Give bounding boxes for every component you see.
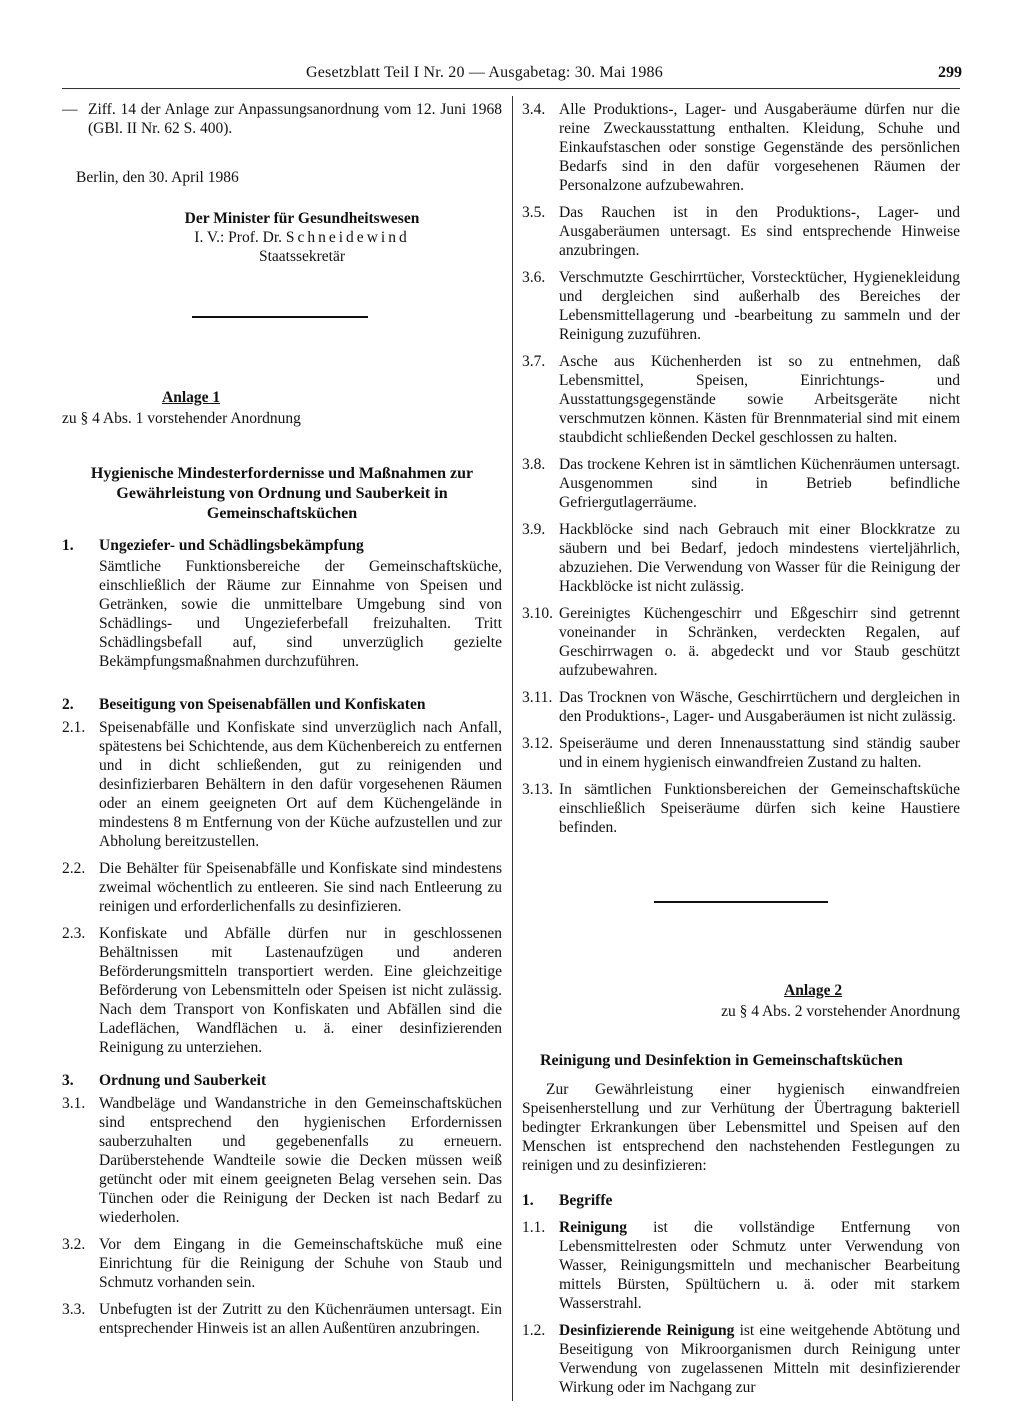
item-text: Speiseräume und deren Innenausstattung sind ständig sauber und in einem hygienisch einwandfreien Zustand zu halten. xyxy=(559,735,960,771)
item-3-9 xyxy=(522,520,960,596)
def-1-2 xyxy=(522,1321,960,1397)
begriffe-title: Begriffe xyxy=(559,1192,613,1209)
ziff-text: Ziff. 14 der Anlage zur Anpassungsanordnung vom 12. Juni 1968 (GBl. II Nr. 62 S. 400). xyxy=(88,101,502,137)
item-3-8 xyxy=(522,455,960,512)
item-text: Wandbeläge und Wandanstriche in den Gemeinschaftsküchen sind entsprechend den hygienischen Erfordernissen sauberzuhalten und gegebenenfalls zu erneuern. Darüberstehende Wandteile sowie die Decken müssen weiß getüncht oder mit einem geeigneten Belag versehen sein. Das Tünchen oder die Reinigung der Decken ist nach Bedarf zu wiederholen. xyxy=(99,1095,502,1226)
anlage1-ref: zu § 4 Abs. 1 vorstehender Anordnung xyxy=(62,410,301,427)
right-column xyxy=(522,100,960,1397)
section-3-number: 3. xyxy=(62,1072,74,1089)
definition-term: Reinigung xyxy=(559,1219,628,1236)
item-number: 3.9. xyxy=(522,521,546,538)
page-number: 299 xyxy=(938,64,962,81)
item-number: 1.1. xyxy=(522,1219,546,1236)
item-text: Das Trocknen von Wäsche, Geschirrtüchern und dergleichen in den Produktions-, Lager- und Ausgaberäumen ist nicht zulässig. xyxy=(559,689,960,725)
item-number: 3.7. xyxy=(522,353,546,370)
item-text: Unbefugten ist der Zutritt zu den Küchenräumen untersagt. Ein entsprechender Hinweis ist an allen Außentüren anzubringen. xyxy=(99,1301,502,1337)
item-number: 3.6. xyxy=(522,269,546,286)
item-3-11 xyxy=(522,688,960,726)
item-number: 1.2. xyxy=(522,1322,546,1339)
definition-term: Desinfizierende Reinigung xyxy=(559,1322,735,1339)
ziff-dash: — xyxy=(62,101,78,118)
item-number: 2.2. xyxy=(62,860,86,877)
item-number: 3.12. xyxy=(522,735,553,752)
signatory-prefix: I. V.: Prof. Dr. xyxy=(194,229,282,246)
item-number: 3.2. xyxy=(62,1236,86,1253)
item-text: Asche aus Küchenherden ist so zu entnehmen, daß Lebensmittel, Speisen, Einrichtungs- und Ausstattungsgegenstände sowie Arbeitsgeräte nicht verschmutzen können. Kästen für Brennmaterial sind mit einem staubdicht schließenden Deckel geschlossen zu halten. xyxy=(559,353,960,446)
item-text: Die Behälter für Speisenabfälle und Konfiskate sind mindestens zweimal wöchentlich zu entleeren. Sie sind nach Entleerung zu reinigen und erforderlichenfalls zu desinfizieren. xyxy=(99,860,502,915)
item-number: 3.3. xyxy=(62,1301,86,1318)
item-text: Vor dem Eingang in die Gemeinschaftsküche muß eine Einrichtung für die Reinigung der Schuhe von Staub und Schmutz vorhanden sein. xyxy=(99,1236,502,1291)
item-text: Gereinigtes Küchengeschirr und Eßgeschirr sind getrennt voneinander in Schränken, verdeckten Regalen, auf Geschirrwagen o. ä. abgedeckt und vor Staub geschützt aufzubewahren. xyxy=(559,605,960,679)
section-2-heading xyxy=(62,695,502,714)
begriffe-heading xyxy=(522,1191,960,1210)
item-text: Alle Produktions-, Lager- und Ausgaberäume dürfen nur die reine Zweckausstattung enthalten. Kleidung, Schuhe und Einkaufstaschen oder sonstige Gegenstände des persönlichen Bedarfs sind in den dafür vorgesehenen Räumen der Personalzone aufzubewahren. xyxy=(559,101,960,194)
definition-text: ist eine weitgehende Abtötung und Beseitigung von Mikroorganismen durch Reinigung unter Verwendung von zugelassenen Mitteln mit desinfizierender Wirkung oder im Nachgang zur xyxy=(559,1322,960,1396)
item-number: 3.13. xyxy=(522,781,553,798)
section-2-number: 2. xyxy=(62,696,74,713)
item-number: 3.11. xyxy=(522,689,553,706)
section-1-text: Sämtliche Funktionsbereiche der Gemeinschaftsküche, einschließlich der Räume zur Einnahme von Speisen und Getränken, sowie die unmittelbare Umgebung sind von Schädlings- und Ungezieferbefall freizuhalten. Tritt Schädlingsbefall auf, sind unverzüglich gezielte Bekämpfungsmaßnahmen durchzuführen. xyxy=(99,558,502,670)
anlage1-title: Anlage 1 xyxy=(162,389,221,406)
section-2-title: Beseitigung von Speisenabfällen und Konfiskaten xyxy=(99,696,426,713)
item-number: 3.10. xyxy=(522,605,553,622)
item-number: 3.4. xyxy=(522,101,546,118)
column-divider xyxy=(512,96,513,1401)
item-text: In sämtlichen Funktionsbereichen der Gemeinschaftsküche einschließlich Speiseräume dürfen sich keine Haustiere befinden. xyxy=(559,781,960,836)
item-text: Das trockene Kehren ist in sämtlichen Küchenräumen untersagt. Ausgenommen sind in Betrieb befindliche Gefriergutlagerräume. xyxy=(559,456,960,511)
section-1-title: Ungeziefer- und Schädlingsbekämpfung xyxy=(99,537,364,554)
section-separator xyxy=(654,901,828,903)
signatory-name: Schneidewind xyxy=(285,229,410,246)
item-3-7 xyxy=(522,352,960,447)
item-3-6 xyxy=(522,268,960,344)
signature-line xyxy=(62,228,502,247)
section-1-heading xyxy=(62,536,502,555)
signatory-role: Staatssekretär xyxy=(258,248,346,265)
item-number: 3.8. xyxy=(522,456,546,473)
item-3-10 xyxy=(522,604,960,680)
header-title: Gesetzblatt Teil I Nr. 20 — Ausgabetag: 30. Mai 1986 xyxy=(306,64,663,81)
item-3-13 xyxy=(522,780,960,837)
item-2-1 xyxy=(62,718,502,851)
header-rule xyxy=(62,88,960,89)
intro-paragraph: Zur Gewährleistung einer hygienisch einwandfreien Speisenherstellung und zur Verhütung der Übertragung bakteriell bedingter Erkrankungen über Lebensmittel und Speisen auf den Menschen ist entsprechend den nachstehenden Festlegungen zu reinigen und zu desinfizieren: xyxy=(522,1081,960,1174)
item-number: 2.3. xyxy=(62,925,86,942)
item-text: Speisenabfälle und Konfiskate sind unverzüglich nach Anfall, spätestens bei Schichtende, aus dem Küchenbereich zu entfernen und in dicht schließenden, gut zu reinigenden und desinfizierbaren Behältern in den dafür vorgesehenen Räumen oder an einem geeigneten Ort auf dem Küchengelände in mindestens 8 m Entfernung von der Küche aufzustellen und zur Abholung bereitzustellen. xyxy=(99,719,502,850)
item-number: 2.1. xyxy=(62,719,86,736)
item-3-4 xyxy=(522,100,960,195)
minister-title: Der Minister für Gesundheitswesen xyxy=(184,210,420,227)
left-column xyxy=(62,100,502,1338)
item-number: 3.5. xyxy=(522,204,546,221)
ziff-item xyxy=(62,100,502,138)
section-1-number: 1. xyxy=(62,537,74,554)
def-1-1 xyxy=(522,1218,960,1313)
anlage2-ref: zu § 4 Abs. 2 vorstehender Anordnung xyxy=(721,1003,960,1020)
heading-2: Reinigung und Desinfektion in Gemeinschaftsküchen xyxy=(540,1052,903,1069)
item-3-5 xyxy=(522,203,960,260)
page-header xyxy=(306,64,962,88)
item-text: Konfiskate und Abfälle dürfen nur in geschlossenen Behältnissen mit Lastenaufzügen und anderen Beförderungsmitteln transportiert werden. Eine gleichzeitige Beförderung von Lebensmitteln oder Speisen ist nicht zulässig. Nach dem Transport von Konfiskaten und Abfällen sind die Ladeflächen, Wandflächen u. ä. einer desinfizierenden Reinigung zu unterziehen. xyxy=(99,925,502,1056)
item-2-3 xyxy=(62,924,502,1057)
item-2-2 xyxy=(62,859,502,916)
item-3-12 xyxy=(522,734,960,772)
item-3-3 xyxy=(62,1300,502,1338)
place-date: Berlin, den 30. April 1986 xyxy=(76,169,239,186)
item-3-1 xyxy=(62,1094,502,1227)
item-text: Verschmutzte Geschirrtücher, Vorstecktücher, Hygienekleidung und dergleichen sind außerhalb des Bereiches der Lebensmittellagerung und -bearbeitung zu sammeln und der Reinigung zuzuführen. xyxy=(559,269,960,343)
section-3-heading xyxy=(62,1071,502,1090)
item-text: Hackblöcke sind nach Gebrauch mit einer Blockkratze zu säubern und bei Bedarf, jedoch mindestens vierteljährlich, abzuziehen. Die Verwendung von Wasser für die Reinigung der Hackblöcke ist nicht zulässig. xyxy=(559,521,960,595)
item-3-2 xyxy=(62,1235,502,1292)
begriffe-number: 1. xyxy=(522,1192,534,1209)
item-number: 3.1. xyxy=(62,1095,86,1112)
section-3-title: Ordnung und Sauberkeit xyxy=(99,1072,267,1089)
definition-text: ist die vollständige Entfernung von Lebensmittelresten oder Schmutz unter Verwendung von Wasser, Reinigungsmitteln und mechanischer Bearbeitung mittels Bürsten, Spültüchern u. ä. oder mit starkem Wasserstrahl. xyxy=(559,1219,960,1312)
anlage2-title: Anlage 2 xyxy=(784,982,843,999)
item-text: Das Rauchen ist in den Produktions-, Lager- und Ausgaberäumen untersagt. Es sind entsprechende Hinweise anzubringen. xyxy=(559,204,960,259)
main-heading: Hygienische Mindesterfordernisse und Maßnahmen zur Gewährleistung von Ordnung und Sauberkeit in Gemeinschaftsküchen xyxy=(90,465,474,522)
section-separator xyxy=(192,316,368,318)
